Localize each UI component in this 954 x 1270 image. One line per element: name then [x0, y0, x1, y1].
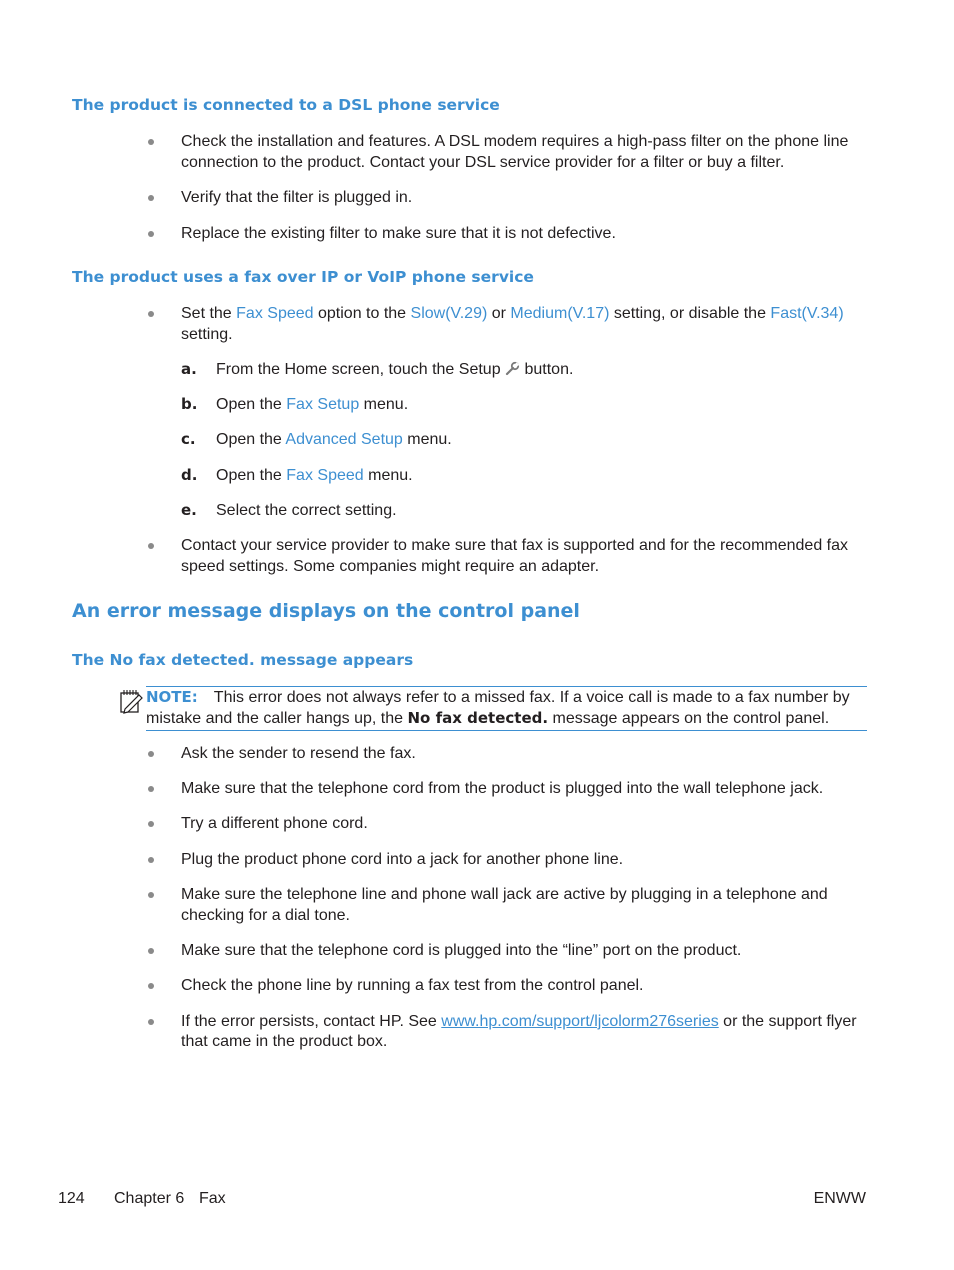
bullet-dot: [148, 139, 154, 145]
text: message appears on the control panel.: [548, 710, 830, 727]
voip-bullet-1-line-2: setting.: [181, 326, 233, 343]
error-bullet-8-line-1: [181, 1012, 857, 1032]
voip-bullet-2-line-1: Contact your service provider to make sure that fax is supported and for the recommended fax: [181, 537, 848, 554]
bullet-dot: [148, 821, 154, 827]
heading-error-message: An error message displays on the control panel: [72, 600, 580, 622]
fast-setting: Fast(V.34): [770, 305, 844, 322]
error-bullet-1: Ask the sender to resend the fax.: [181, 745, 416, 762]
dsl-bullet-1-line-1: Check the installation and features. A DSL modem requires a high-pass filter on the phone line: [181, 133, 849, 150]
bullet-dot: [148, 231, 154, 237]
fax-setup-menu: Fax Setup: [286, 396, 360, 413]
bullet-dot: [148, 1019, 154, 1025]
text: Open the: [216, 396, 287, 413]
error-bullet-7: Check the phone line by running a fax test from the control panel.: [181, 977, 644, 994]
chapter-label: Chapter 6: [114, 1190, 185, 1207]
text: setting, or disable the: [609, 305, 771, 322]
medium-setting: Medium(V.17): [510, 305, 610, 322]
fax-speed-option: Fax Speed: [236, 305, 314, 322]
bullet-dot: [148, 311, 154, 317]
dsl-bullet-3: Replace the existing filter to make sure that it is not defective.: [181, 225, 616, 242]
fax-speed-menu: Fax Speed: [286, 467, 364, 484]
text: If the error persists, contact HP. See: [181, 1013, 442, 1030]
bullet-dot: [148, 892, 154, 898]
step-e-label: e.: [181, 501, 197, 519]
hp-support-link[interactable]: www.hp.com/support/ljcolorm276series: [441, 1013, 719, 1030]
note-pad-icon: [119, 688, 145, 719]
locale-code: ENWW: [813, 1190, 866, 1207]
slow-setting: Slow(V.29): [410, 305, 488, 322]
text: Set the: [181, 305, 237, 322]
text: button.: [520, 361, 574, 378]
note-bottom-rule: [146, 730, 867, 731]
bullet-dot: [148, 857, 154, 863]
step-b-text: [216, 395, 408, 415]
note-label: NOTE:: [146, 688, 198, 706]
note-line-1: [146, 687, 850, 708]
page-number: 124: [58, 1190, 85, 1207]
voip-bullet-2-line-2: speed settings. Some companies might require an adapter.: [181, 558, 600, 575]
text: menu.: [359, 396, 409, 413]
step-a-text: [216, 360, 573, 382]
error-bullet-4: Plug the product phone cord into a jack for another phone line.: [181, 851, 624, 868]
error-bullet-5-line-1: Make sure the telephone line and phone wall jack are active by plugging in a telephone and: [181, 886, 828, 903]
error-bullet-8-line-2: that came in the product box.: [181, 1033, 388, 1050]
heading-no-fax-detected: The No fax detected. message appears: [72, 651, 414, 669]
step-d-text: [216, 466, 413, 486]
heading-voip: The product uses a fax over IP or VoIP phone service: [72, 268, 534, 286]
error-bullet-6: Make sure that the telephone cord is plugged into the “line” port on the product.: [181, 942, 742, 959]
dsl-bullet-1-line-2: connection to the product. Contact your DSL service provider for a filter or buy a filter.: [181, 154, 785, 171]
bullet-dot: [148, 195, 154, 201]
no-fax-detected-message: No fax detected.: [407, 709, 549, 727]
advanced-setup-menu: Advanced Setup: [285, 431, 403, 448]
error-bullet-3: Try a different phone cord.: [181, 815, 368, 832]
text: mistake and the caller hangs up, the: [146, 710, 408, 727]
text: From the Home screen, touch the Setup: [216, 361, 506, 378]
text: This error does not always refer to a missed fax. If a voice call is made to a fax number by: [213, 689, 850, 706]
text: or the support flyer: [718, 1013, 857, 1030]
error-bullet-2: Make sure that the telephone cord from the product is plugged into the wall telephone jack.: [181, 780, 824, 797]
chapter-title: Fax: [199, 1190, 226, 1207]
bullet-dot: [148, 948, 154, 954]
step-b-label: b.: [181, 395, 198, 413]
dsl-bullet-2: Verify that the filter is plugged in.: [181, 189, 413, 206]
text: Open the: [216, 431, 286, 448]
text: menu.: [402, 431, 452, 448]
step-e-text: Select the correct setting.: [216, 502, 397, 519]
note-line-2: [146, 708, 829, 729]
step-c-label: c.: [181, 430, 196, 448]
text: or: [487, 305, 511, 322]
heading-dsl: The product is connected to a DSL phone service: [72, 96, 500, 114]
step-d-label: d.: [181, 466, 198, 484]
error-bullet-5-line-2: checking for a dial tone.: [181, 907, 350, 924]
step-a-label: a.: [181, 360, 197, 378]
text: Open the: [216, 467, 287, 484]
step-c-text: [216, 430, 452, 450]
bullet-dot: [148, 751, 154, 757]
bullet-dot: [148, 543, 154, 549]
text: menu.: [363, 467, 413, 484]
bullet-dot: [148, 983, 154, 989]
wrench-icon: [505, 361, 520, 382]
bullet-dot: [148, 786, 154, 792]
voip-bullet-1-line-1: [181, 304, 844, 324]
text: option to the: [313, 305, 411, 322]
